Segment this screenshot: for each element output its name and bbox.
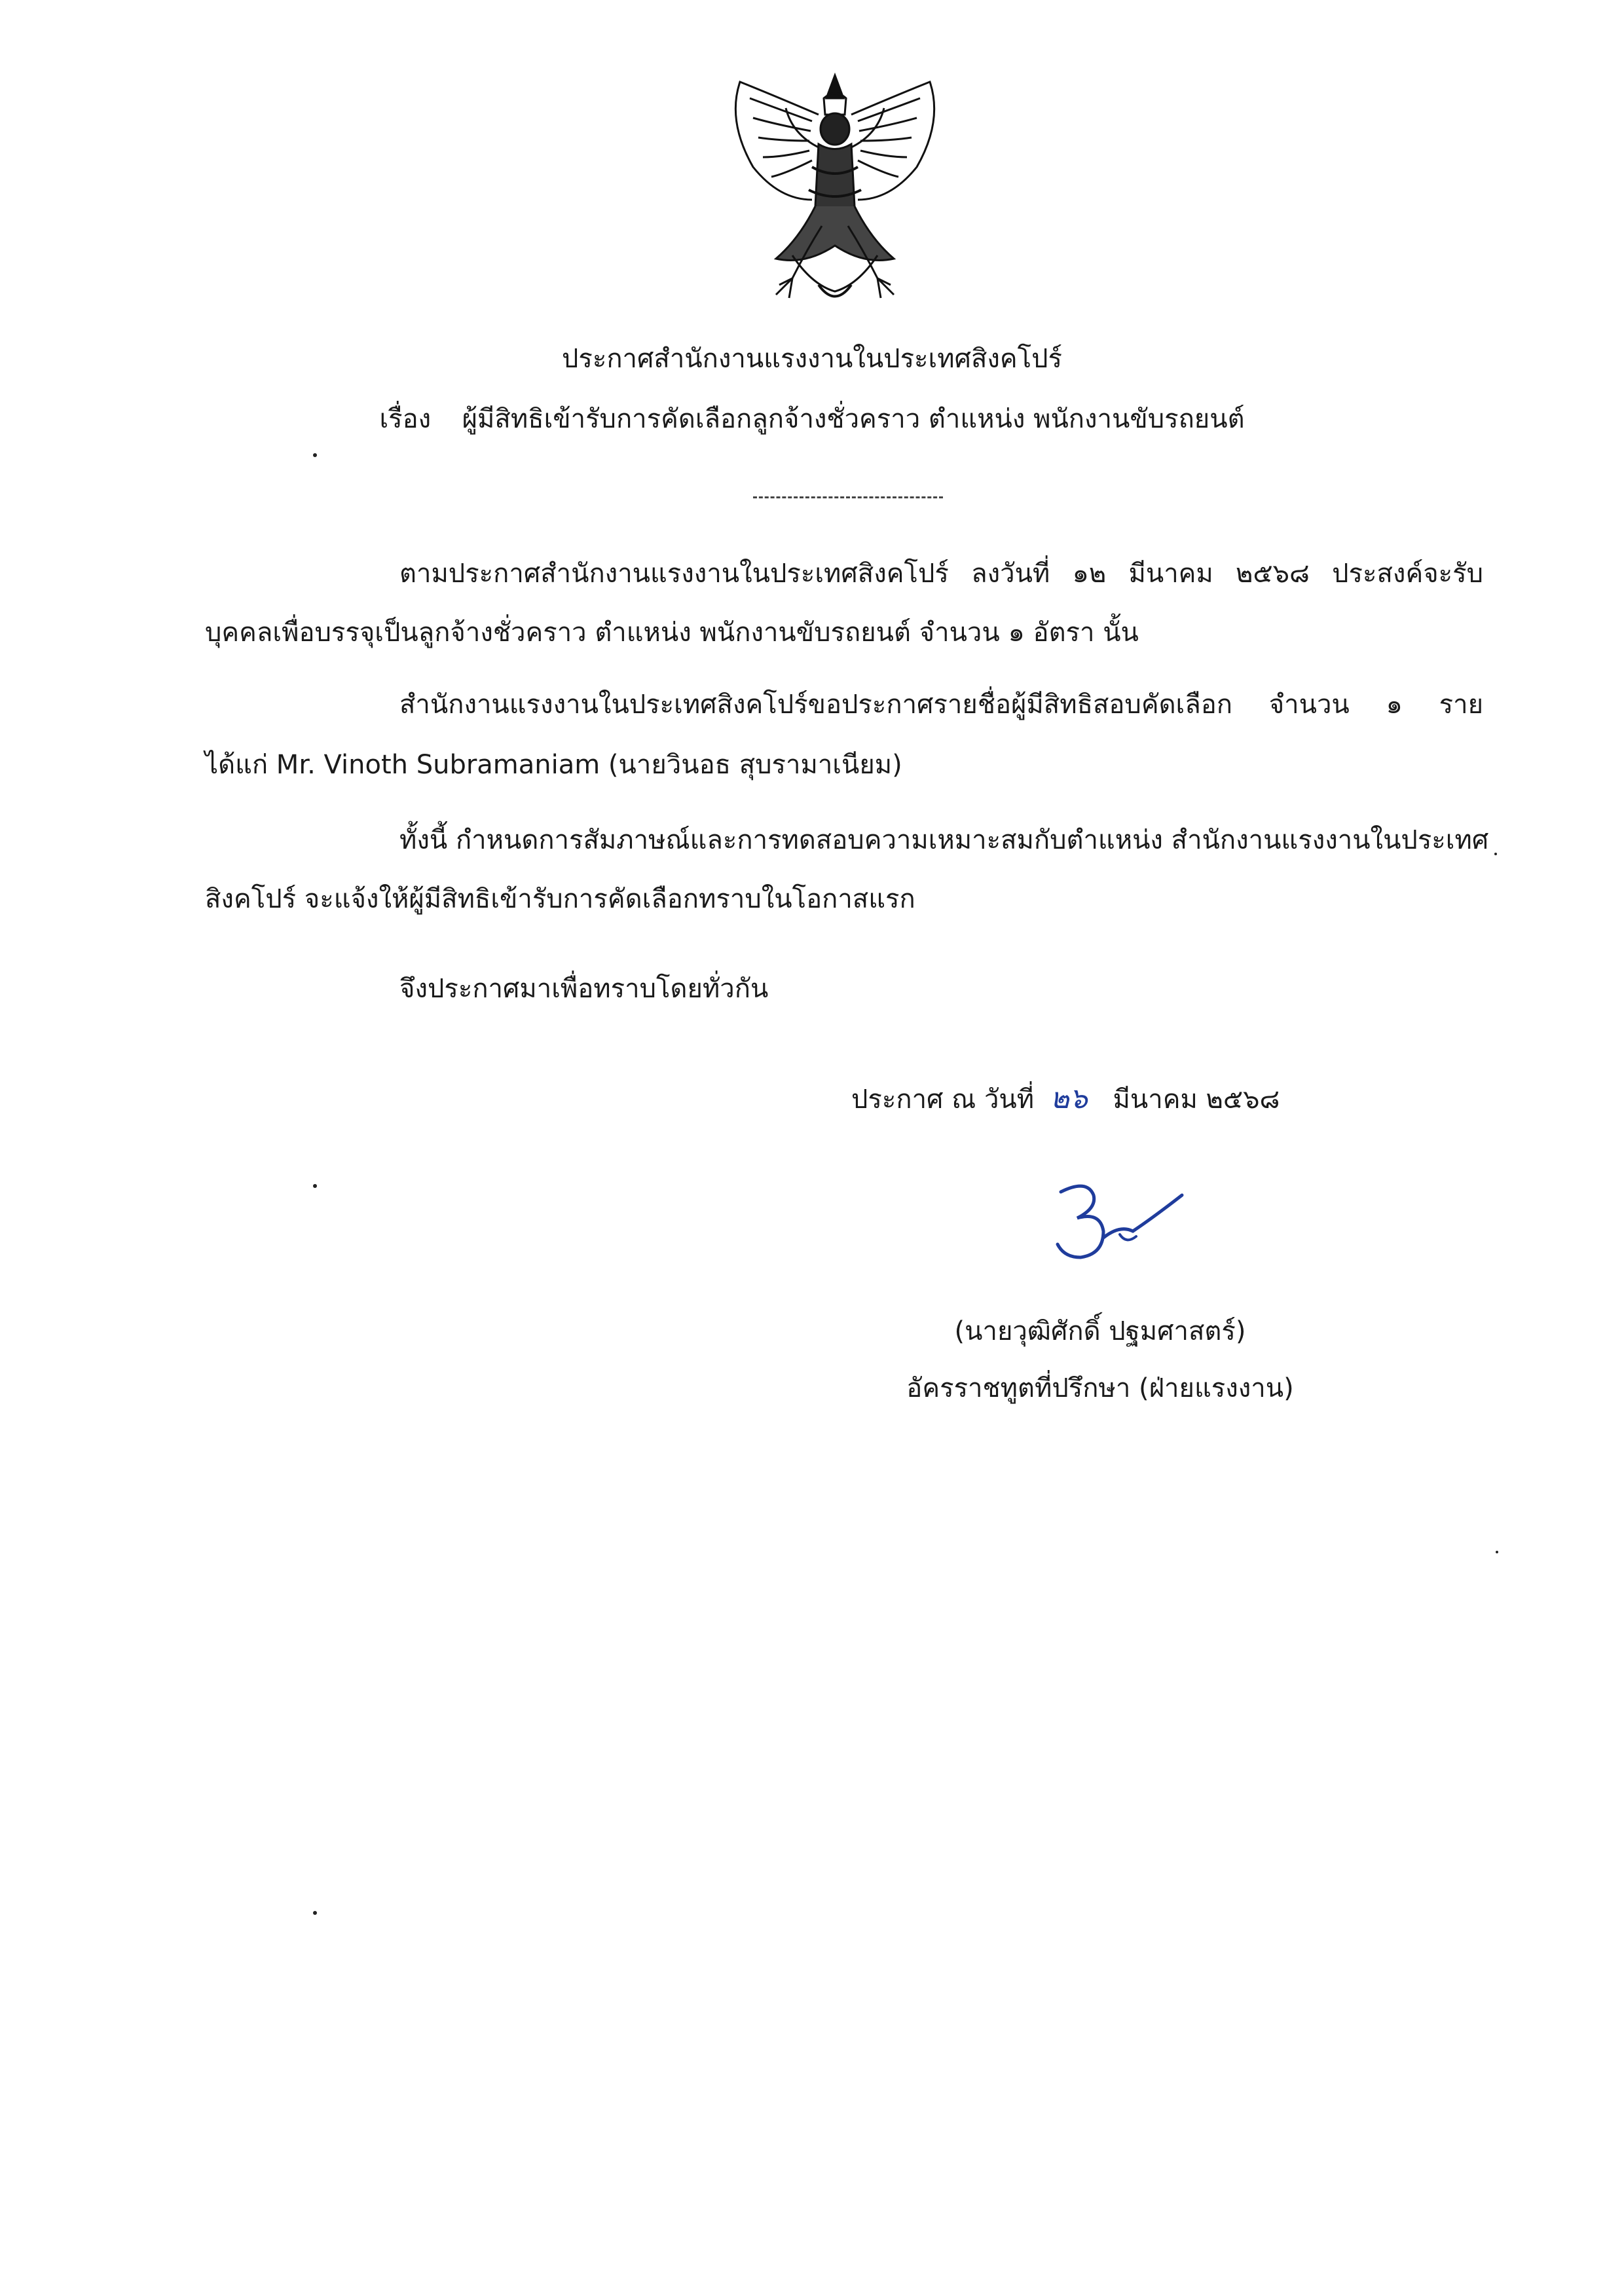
paragraph-2-line-2: ได้แก่ Mr. Vinoth Subramaniam (นายวินอธ สุบรามาเนียม) bbox=[205, 750, 902, 780]
signatory-name: (นายวุฒิศักดิ์ ปฐมศาสตร์) bbox=[954, 1316, 1246, 1346]
paragraph-2-line-1: สำนักงานแรงงานในประเทศสิงคโปร์ขอประกาศรายชื่อผู้มีสิทธิสอบคัดเลือก จำนวน ๑ ราย bbox=[399, 690, 1484, 720]
subject-label: เรื่อง bbox=[379, 404, 432, 434]
scan-speck bbox=[313, 453, 317, 457]
paragraph-1-line-1: ตามประกาศสำนักงานแรงงานในประเทศสิงคโปร์ ลงวันที่ ๑๒ มีนาคม ๒๕๖๘ ประสงค์จะรับ bbox=[399, 559, 1483, 589]
scan-speck bbox=[313, 1184, 317, 1188]
scan-speck bbox=[1496, 1551, 1498, 1553]
scan-speck bbox=[1494, 853, 1497, 855]
date-day-handwritten: ๒๖ bbox=[1050, 1082, 1088, 1115]
announcement-title: ประกาศสำนักงานแรงงานในประเทศสิงคโปร์ bbox=[561, 344, 1063, 374]
date-prefix: ประกาศ ณ วันที่ bbox=[851, 1084, 1035, 1115]
paragraph-3-line-2: สิงคโปร์ จะแจ้งให้ผู้มีสิทธิเข้ารับการคัดเลือกทราบในโอกาสแรก bbox=[205, 884, 915, 914]
date-month-year: มีนาคม ๒๕๖๘ bbox=[1113, 1084, 1280, 1115]
closing-statement: จึงประกาศมาเพื่อทราบโดยทั่วกัน bbox=[399, 974, 769, 1004]
paragraph-3-line-1: ทั้งนี้ กำหนดการสัมภาษณ์และการทดสอบความเหมาะสมกับตำแหน่ง สำนักงานแรงงานในประเทศ bbox=[399, 825, 1489, 855]
handwritten-signature bbox=[1041, 1166, 1192, 1277]
subject-text: ผู้มีสิทธิเข้ารับการคัดเลือกลูกจ้างชั่วคราว ตำแหน่ง พนักงานขับรถยนต์ bbox=[462, 404, 1245, 434]
subject-line bbox=[0, 401, 1624, 437]
scan-speck bbox=[313, 1911, 317, 1915]
announcement-date bbox=[851, 1081, 1280, 1118]
title-divider bbox=[753, 496, 943, 498]
garuda-emblem-icon bbox=[714, 69, 956, 311]
signatory-position: อัครราชทูตที่ปรึกษา (ฝ่ายแรงงาน) bbox=[906, 1373, 1294, 1403]
paragraph-1-line-2: บุคคลเพื่อบรรจุเป็นลูกจ้างชั่วคราว ตำแหน่ง พนักงานขับรถยนต์ จำนวน ๑ อัตรา นั้น bbox=[205, 618, 1139, 648]
